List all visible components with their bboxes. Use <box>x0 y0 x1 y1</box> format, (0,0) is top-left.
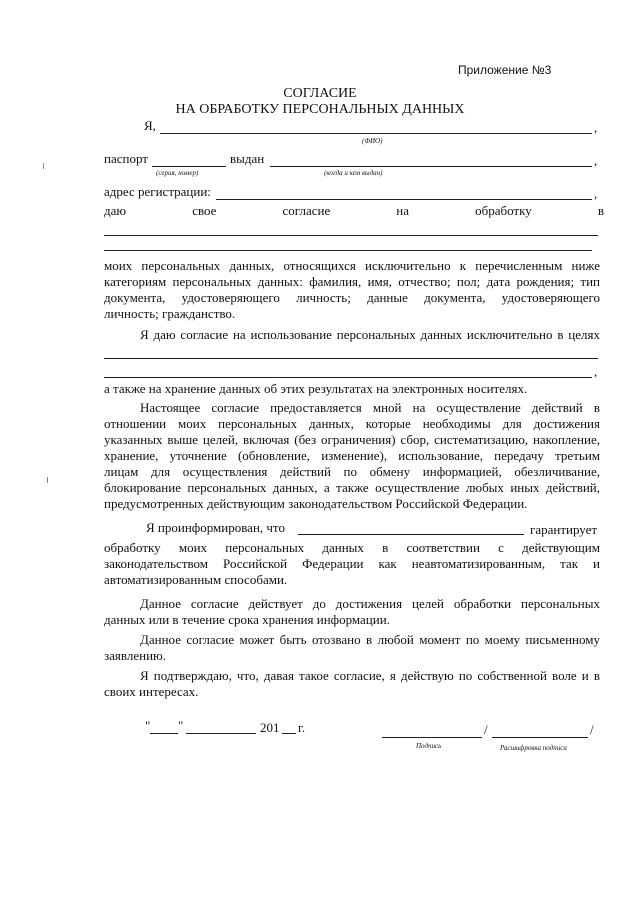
consent-word: даю <box>104 203 127 218</box>
title-line-2: НА ОБРАБОТКУ ПЕРСОНАЛЬНЫХ ДАННЫХ <box>175 102 465 117</box>
p2-end: а также на хранение данных об этих результатах на электронных носителях. <box>104 381 528 396</box>
p4-guarantees: гарантирует <box>530 522 598 537</box>
p4-line: автоматизированным способами. <box>104 572 288 587</box>
consent-word: обработку <box>475 203 532 218</box>
date-year-suffix: г. <box>298 720 306 735</box>
date-close-quote: " <box>178 718 184 733</box>
p1-line: документа, удостоверяющего личность; данные документа, удостоверяющего <box>104 290 600 305</box>
p2-line: Я даю согласие на использование персональных данных исключительно в целях <box>140 327 600 342</box>
p4-line: законодательством Российской Федерации как неавтоматизированным, так и <box>104 556 600 571</box>
issued-label: выдан <box>230 151 265 166</box>
p5-line: данных или в течение срока хранения информации. <box>104 612 390 627</box>
consent-row <box>104 203 604 219</box>
signature-decode-field[interactable] <box>492 737 588 738</box>
consent-word: в <box>597 203 604 218</box>
address-field[interactable] <box>216 199 592 200</box>
date-month-field[interactable] <box>186 733 256 734</box>
passport-number-field[interactable] <box>152 166 226 167</box>
title-line-1: СОГЛАСИЕ <box>283 86 357 101</box>
series-caption: (серия, номер) <box>156 169 199 177</box>
signature-decode-caption: Расшифровка подписи <box>500 744 567 752</box>
p3-line: отношении моих персональных данных, которые необходимы для достижения <box>104 416 600 431</box>
passport-issued-field[interactable] <box>270 166 592 167</box>
operator-name-field[interactable] <box>298 534 524 535</box>
p7-line: своих интересах. <box>104 684 199 699</box>
p4-start: Я проинформирован, что <box>146 520 285 535</box>
p3-line: лицам для осуществления действий по обмену информацией, обезличивание, <box>104 464 600 479</box>
p1-line: моих персональных данных, относящихся исключительно к перечисленным ниже <box>104 258 600 273</box>
p3-line: Настоящее согласие предоставляется мной на осуществление действий в <box>140 400 600 415</box>
scan-mark <box>43 163 44 169</box>
purpose-comma: , <box>594 364 598 379</box>
p1-line: личность; гражданство. <box>104 306 236 321</box>
operator-field-line-1[interactable] <box>104 235 598 236</box>
p1-line: категориям персональных данных: фамилия, имя, отчество; пол; дата рождения; тип <box>104 274 600 289</box>
consent-word: на <box>396 203 410 218</box>
date-open-quote: " <box>145 718 151 733</box>
signature-slash-end: / <box>590 722 594 737</box>
date-year-prefix: 201 <box>260 720 280 735</box>
p7-line: Я подтверждаю, что, давая такое согласие, я действую по собственной воле и в <box>140 668 600 683</box>
operator-field-line-2[interactable] <box>104 250 592 251</box>
p6-line: Данное согласие может быть отозвано в любой момент по моему письменному <box>140 632 600 647</box>
p5-line: Данное согласие действует до достижения целей обработки персональных <box>140 596 600 611</box>
address-comma: , <box>594 186 598 201</box>
passport-label: паспорт <box>104 151 148 166</box>
fio-field[interactable] <box>160 133 592 134</box>
p4-line: обработку моих персональных данных в соответствии с действующим <box>104 540 600 555</box>
signature-caption: Подпись <box>416 742 442 750</box>
issued-caption: (когда и кем выдан) <box>324 169 383 177</box>
p6-line: заявлению. <box>104 648 166 663</box>
purpose-field-line-2[interactable] <box>104 377 592 378</box>
appendix-label: Приложение №3 <box>458 63 552 77</box>
consent-word: согласие <box>282 203 331 218</box>
fio-caption: (ФИО) <box>362 137 383 145</box>
p3-line: указанных выше целей, включая (без ограничения) сбор, систематизацию, накопление, <box>104 432 600 447</box>
signature-slash: / <box>484 722 488 737</box>
consent-word: свое <box>192 203 217 218</box>
fio-comma: , <box>594 120 598 135</box>
p3-line: предусмотренных действующим законодательством Российской Федерации. <box>104 496 528 511</box>
purpose-field-line-1[interactable] <box>104 358 598 359</box>
p3-line: хранение, уточнение (обновление, изменение), использование, передачу третьим <box>104 448 600 463</box>
ya-label: Я, <box>144 118 156 133</box>
scan-mark <box>47 477 48 483</box>
address-label: адрес регистрации: <box>104 184 211 199</box>
date-day-field[interactable] <box>150 733 178 734</box>
signature-field[interactable] <box>382 737 482 738</box>
date-year-field[interactable] <box>282 733 296 734</box>
passport-comma: , <box>594 153 598 168</box>
p3-line: блокирование персональных данных, а также осуществление любых иных действий, <box>104 480 600 495</box>
